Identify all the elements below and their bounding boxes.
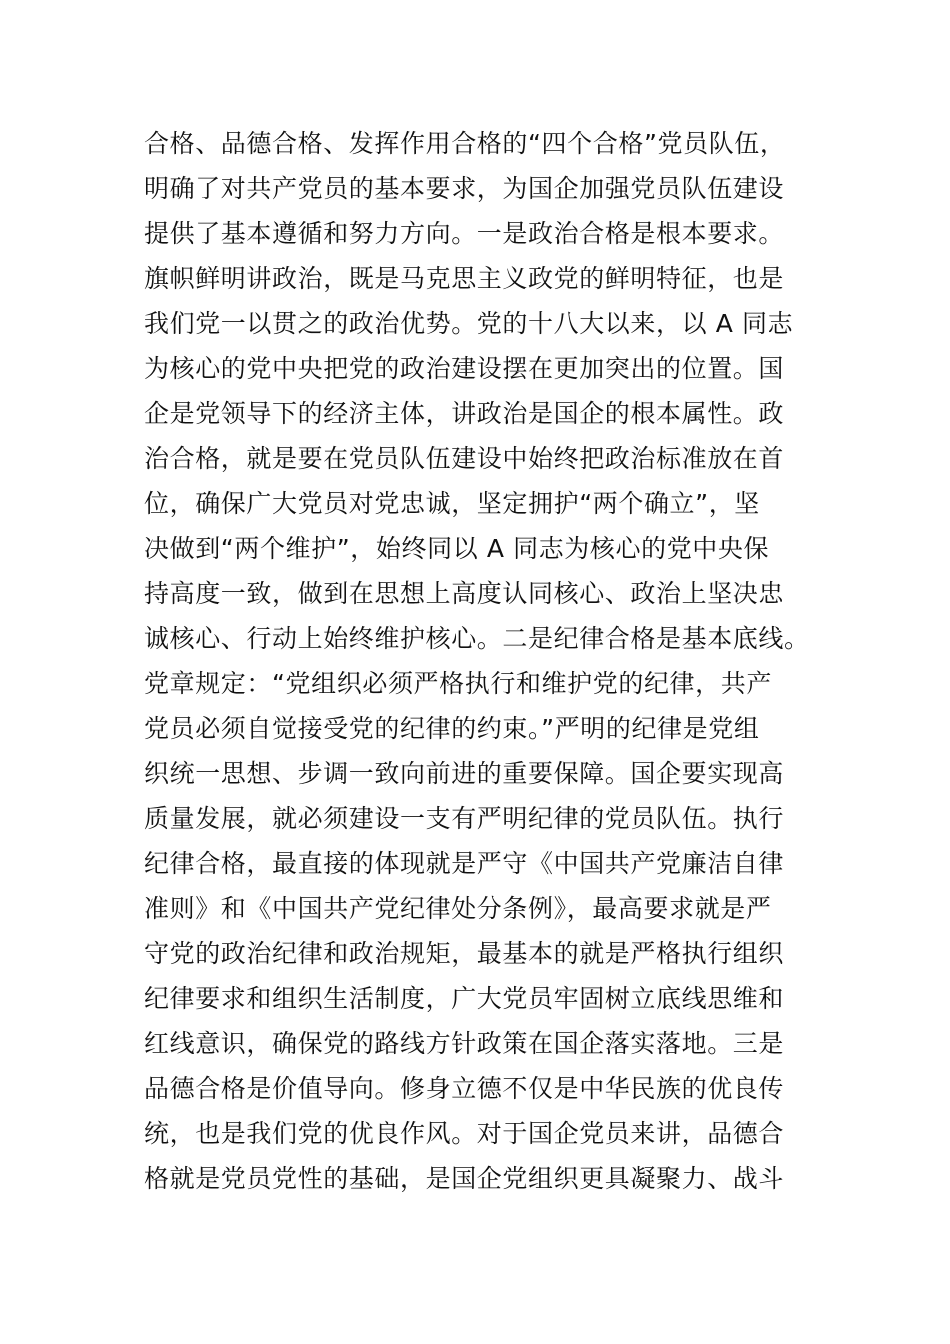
- text-line: 为核心的党中央把党的政治建设摆在更加突出的位置。国: [144, 354, 785, 383]
- text-line: 织统一思想、步调一致向前进的重要保障。国企要实现高: [144, 759, 785, 788]
- text-line: 决做到“两个维护”，始终同以 A 同志为核心的党中央保: [144, 534, 770, 563]
- text-line: 统，也是我们党的优良作风。对于国企党员来讲，品德合: [144, 1119, 785, 1148]
- text-line: 合格、品德合格、发挥作用合格的“四个合格”党员队伍，: [144, 129, 786, 158]
- text-line: 准则》和《中国共产党纪律处分条例》，最高要求就是严: [144, 894, 772, 923]
- text-line: 旗帜鲜明讲政治，既是马克思主义政党的鲜明特征，也是: [144, 264, 785, 293]
- text-line: 明确了对共产党员的基本要求，为国企加强党员队伍建设: [144, 174, 785, 203]
- text-line: 品德合格是价值导向。修身立德不仅是中华民族的优良传: [144, 1074, 785, 1103]
- text-line: 红线意识，确保党的路线方针政策在国企落实落地。三是: [144, 1029, 785, 1058]
- text-line: 质量发展，就必须建设一支有严明纪律的党员队伍。执行: [144, 804, 785, 833]
- text-line: 党章规定：“党组织必须严格执行和维护党的纪律，共产: [144, 669, 772, 698]
- text-line: 格就是党员党性的基础，是国企党组织更具凝聚力、战斗: [144, 1164, 785, 1193]
- text-line: 守党的政治纪律和政治规矩，最基本的就是严格执行组织: [144, 939, 785, 968]
- text-line: 党员必须自觉接受党的纪律的约束。”严明的纪律是党组: [144, 714, 760, 743]
- text-line: 持高度一致，做到在思想上高度认同核心、政治上坚决忠: [144, 579, 785, 608]
- text-line: 企是党领导下的经济主体，讲政治是国企的根本属性。政: [144, 399, 785, 428]
- text-line: 诚核心、行动上始终维护核心。二是纪律合格是基本底线。: [144, 624, 810, 653]
- text-line: 纪律合格，最直接的体现就是严守《中国共产党廉洁自律: [144, 849, 785, 878]
- body-paragraph: [144, 121, 824, 1201]
- text-line: 治合格，就是要在党员队伍建设中始终把政治标准放在首: [144, 444, 785, 473]
- text-line: 位，确保广大党员对党忠诚，坚定拥护“两个确立”，坚: [144, 489, 760, 518]
- text-line: 纪律要求和组织生活制度，广大党员牢固树立底线思维和: [144, 984, 785, 1013]
- text-line: 我们党一以贯之的政治优势。党的十八大以来，以 A 同志: [144, 309, 794, 338]
- text-line: 提供了基本遵循和努力方向。一是政治合格是根本要求。: [144, 219, 785, 248]
